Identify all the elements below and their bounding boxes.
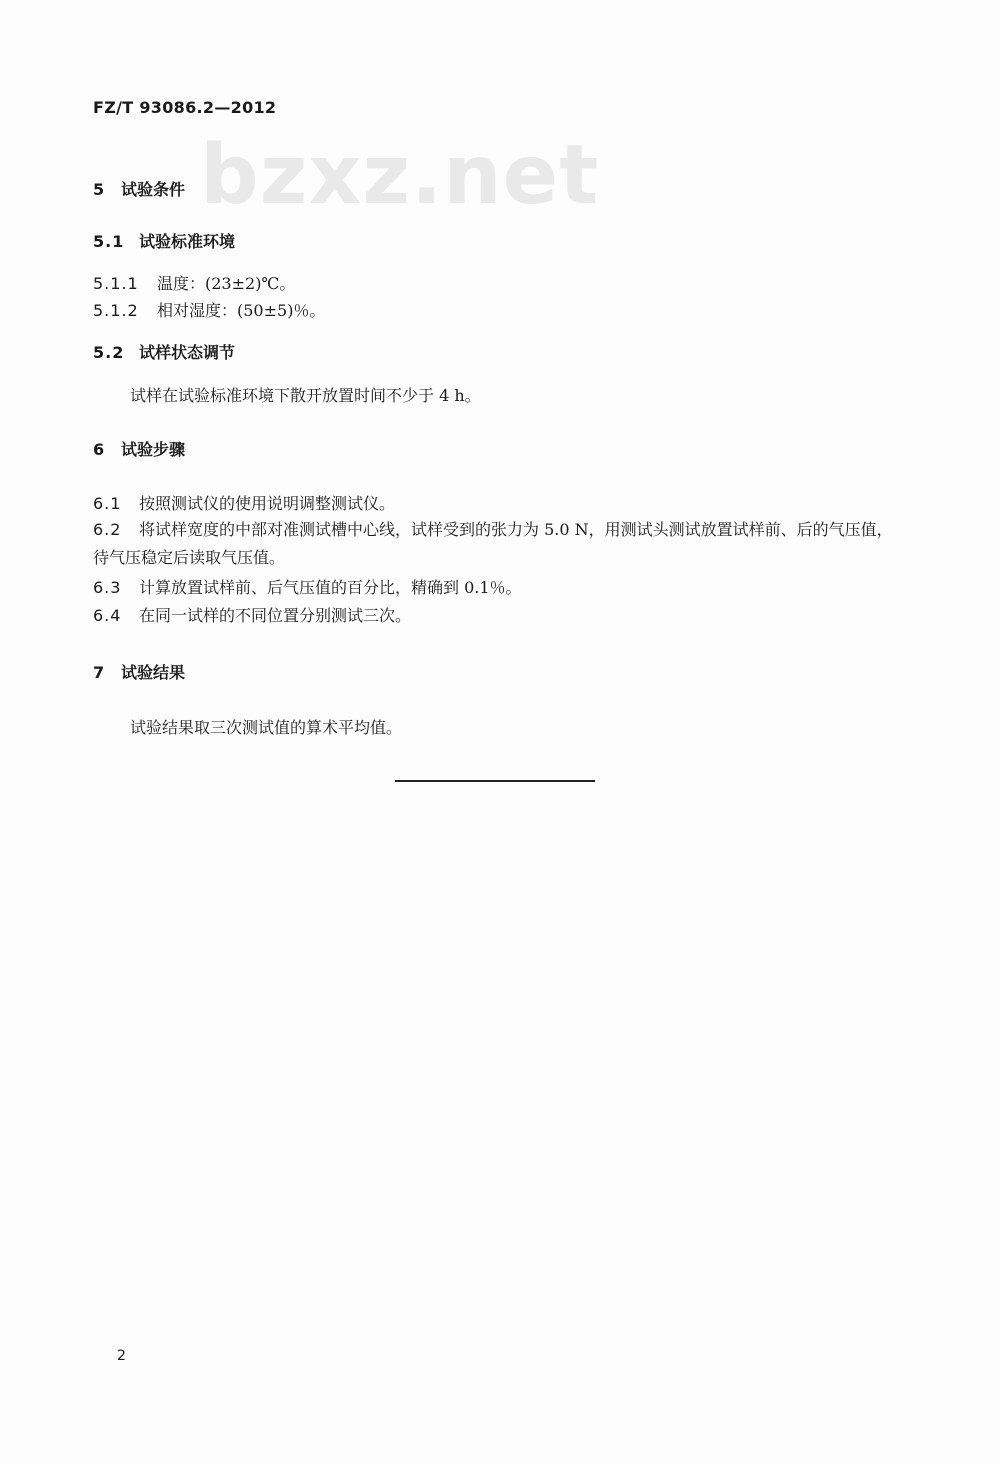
step-number: 6.1 (93, 494, 122, 513)
section-7-paragraph: 试验结果取三次测试值的算术平均值。 (130, 718, 403, 737)
item-number: 5.1.2 (93, 301, 139, 320)
step-number: 6.3 (93, 578, 122, 597)
step-6-3 (93, 575, 522, 598)
page-number: 2 (117, 1348, 126, 1364)
section-6-heading (93, 437, 185, 460)
item-5-1-2 (93, 298, 325, 321)
item-number: 5.1.1 (93, 274, 139, 293)
section-5-2-heading (93, 340, 235, 363)
item-5-1-1 (93, 271, 295, 294)
step-text: 计算放置试样前、后气压值的百分比，精确到 0.1％。 (139, 578, 522, 597)
step-text: 将试样宽度的中部对准测试槽中心线，试样受到的张力为 5.0 N，用测试头测试放置试样前、后的气压值，待气压稳定后读取气压值。 (93, 520, 893, 567)
item-text: 温度：(23±2)℃。 (157, 274, 296, 293)
step-number: 6.4 (93, 606, 122, 625)
section-number: 7 (93, 663, 105, 682)
standard-code: FZ/T 93086.2—2012 (93, 98, 277, 117)
step-6-2 (93, 516, 893, 572)
step-6-1 (93, 491, 395, 514)
subsection-number: 5.2 (93, 343, 125, 362)
step-text: 在同一试样的不同位置分别测试三次。 (139, 606, 412, 625)
section-number: 5 (93, 180, 105, 199)
watermark: bzxz.net (200, 128, 600, 223)
subsection-title: 试样状态调节 (139, 343, 236, 362)
subsection-number: 5.1 (93, 232, 125, 251)
section-title: 试验条件 (121, 180, 186, 199)
section-title: 试验结果 (121, 663, 186, 682)
subsection-title: 试验标准环境 (139, 232, 236, 251)
step-text: 按照测试仪的使用说明调整测试仪。 (139, 494, 396, 513)
end-of-document-rule (395, 780, 595, 782)
section-5-2-paragraph: 试样在试验标准环境下散开放置时间不少于 4 h。 (130, 386, 481, 405)
section-7-heading (93, 660, 185, 683)
section-5-heading (93, 177, 185, 200)
step-number: 6.2 (93, 520, 122, 539)
step-6-4 (93, 603, 411, 626)
section-5-1-heading (93, 229, 235, 252)
section-title: 试验步骤 (121, 440, 186, 459)
item-text: 相对湿度：(50±5)％。 (157, 301, 326, 320)
section-number: 6 (93, 440, 105, 459)
